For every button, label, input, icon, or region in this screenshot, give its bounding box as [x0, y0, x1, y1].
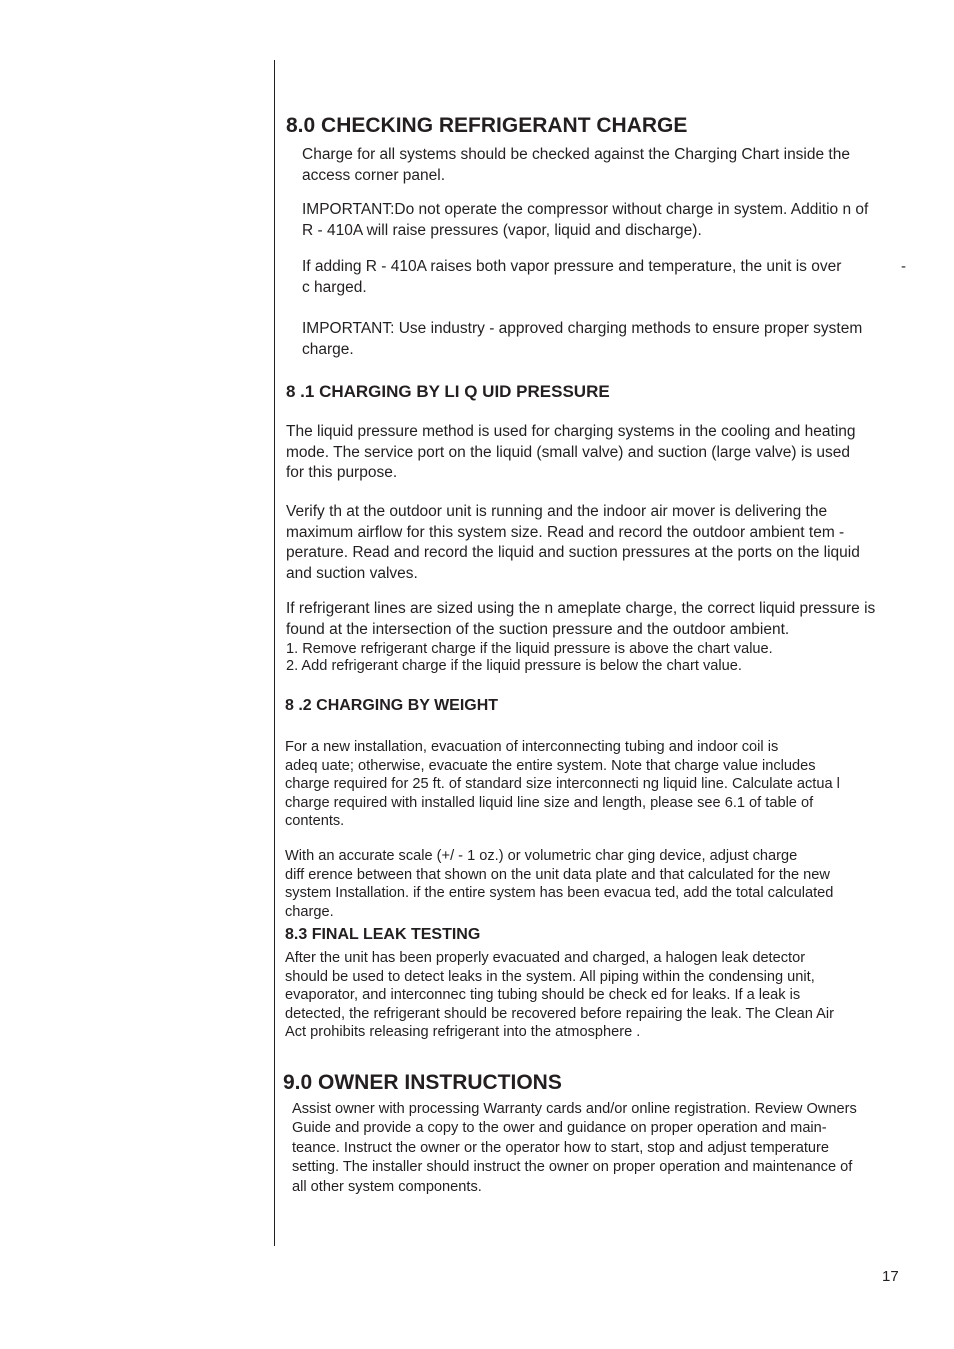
text-line: With an accurate scale (+/ - 1 oz.) or volumetric char ging device, adjust charge — [285, 848, 798, 864]
text-line: If refrigerant lines are sized using the n ameplate charge, the correct liquid pressure is — [286, 600, 876, 617]
text-line: detected, the refrigerant should be recovered before repairing the leak. The Clean Air — [285, 1005, 834, 1022]
text-line: charge required for 25 ft. of standard size interconnecti ng liquid line. Calculate actua l — [285, 776, 840, 793]
text-line: and suction valves. — [286, 564, 418, 582]
text-line: Assist owner with processing Warranty cards and/or online registration. Review Owners — [292, 1101, 857, 1117]
page-number: 17 — [882, 1268, 899, 1285]
text-line: mode. The service port on the liquid (small valve) and suction (large valve) is used — [286, 443, 851, 461]
text-line: perature. Read and record the liquid and suction pressures at the ports on the liquid — [286, 544, 860, 562]
text-line: evaporator, and interconnec ting tubing should be check ed for leaks. If a leak is — [285, 987, 801, 1004]
s82-paragraph-1 — [285, 738, 840, 831]
text-line: For a new installation, evacuation of interconnecting tubing and indoor coil is — [285, 739, 779, 755]
s9-paragraph-1 — [292, 1100, 857, 1197]
list-item: 1. Remove refrigerant charge if the liquid pressure is above the chart value. — [286, 641, 773, 657]
section-8-2-title: 8 .2 CHARGING BY WEIGHT — [285, 697, 499, 714]
text-line: charge. — [285, 903, 334, 920]
hyphen-mark: - — [901, 258, 906, 275]
text-line: teance. Instruct the owner or the operator how to start, stop and adjust temperature — [292, 1139, 830, 1156]
text-line: diff erence between that shown on the unit data plate and that calculated for the new — [285, 866, 830, 883]
text-line: all other system components. — [292, 1178, 482, 1195]
text-line: system Installation. if the entire system has been evacua ted, add the total calculated — [285, 885, 834, 902]
text-line: Charge for all systems should be checked against the Charging Chart inside the — [302, 146, 850, 163]
s82-paragraph-2 — [285, 847, 833, 921]
s8-paragraph-2 — [302, 200, 868, 241]
s8-paragraph-3 — [302, 257, 841, 298]
s8-paragraph-1 — [302, 145, 850, 186]
text-line: IMPORTANT:Do not operate the compressor without charge in system. Additio n of — [302, 201, 869, 218]
text-line: adeq uate; otherwise, evacuate the entire system. Note that charge value includes — [285, 757, 816, 774]
list-item: 2. Add refrigerant charge if the liquid pressure is below the chart value. — [286, 658, 742, 674]
text-line: charge required with installed liquid line size and length, please see 6.1 of table of — [285, 794, 814, 811]
text-line: maximum airflow for this system size. Read and record the outdoor ambient tem - — [286, 523, 845, 541]
text-line: After the unit has been properly evacuated and charged, a halogen leak detector — [285, 950, 806, 966]
section-8-1-title: 8 .1 CHARGING BY LI Q UID PRESSURE — [286, 382, 610, 401]
section-9-title: 9.0 OWNER INSTRUCTIONS — [283, 1071, 562, 1094]
s81-paragraph-2 — [286, 502, 860, 584]
s81-paragraph-3 — [286, 599, 875, 640]
text-line: setting. The installer should instruct the owner on proper operation and maintenance of — [292, 1159, 853, 1176]
text-line: for this purpose. — [286, 464, 398, 482]
text-line: access corner panel. — [302, 166, 446, 184]
text-line: should be used to detect leaks in the system. All piping within the condensing unit, — [285, 968, 815, 985]
text-line: found at the intersection of the suction pressure and the outdoor ambient. — [286, 620, 790, 638]
s81-list — [286, 641, 773, 675]
text-line: Verify th at the outdoor unit is running and the indoor air mover is delivering the — [286, 503, 828, 520]
text-line: Guide and provide a copy to the ower and guidance on proper operation and main- — [292, 1120, 827, 1137]
s8-paragraph-4 — [302, 319, 862, 360]
text-line: charge. — [302, 340, 354, 358]
s81-paragraph-1 — [286, 422, 856, 484]
text-line: IMPORTANT: Use industry - approved charging methods to ensure proper system — [302, 320, 863, 337]
text-line: If adding R - 410A raises both vapor pressure and temperature, the unit is over — [302, 258, 842, 275]
section-8-title: 8.0 CHECKING REFRIGERANT CHARGE — [286, 114, 688, 137]
text-line: Act prohibits releasing refrigerant into the atmosphere . — [285, 1024, 641, 1041]
text-line: R - 410A will raise pressures (vapor, liquid and discharge). — [302, 221, 702, 239]
text-line: c harged. — [302, 278, 367, 296]
text-line: The liquid pressure method is used for charging systems in the cooling and heating — [286, 423, 856, 440]
section-8-3-title: 8.3 FINAL LEAK TESTING — [285, 926, 481, 943]
margin-rule — [274, 60, 275, 1246]
s83-paragraph-1 — [285, 949, 834, 1042]
text-line: contents. — [285, 813, 345, 830]
